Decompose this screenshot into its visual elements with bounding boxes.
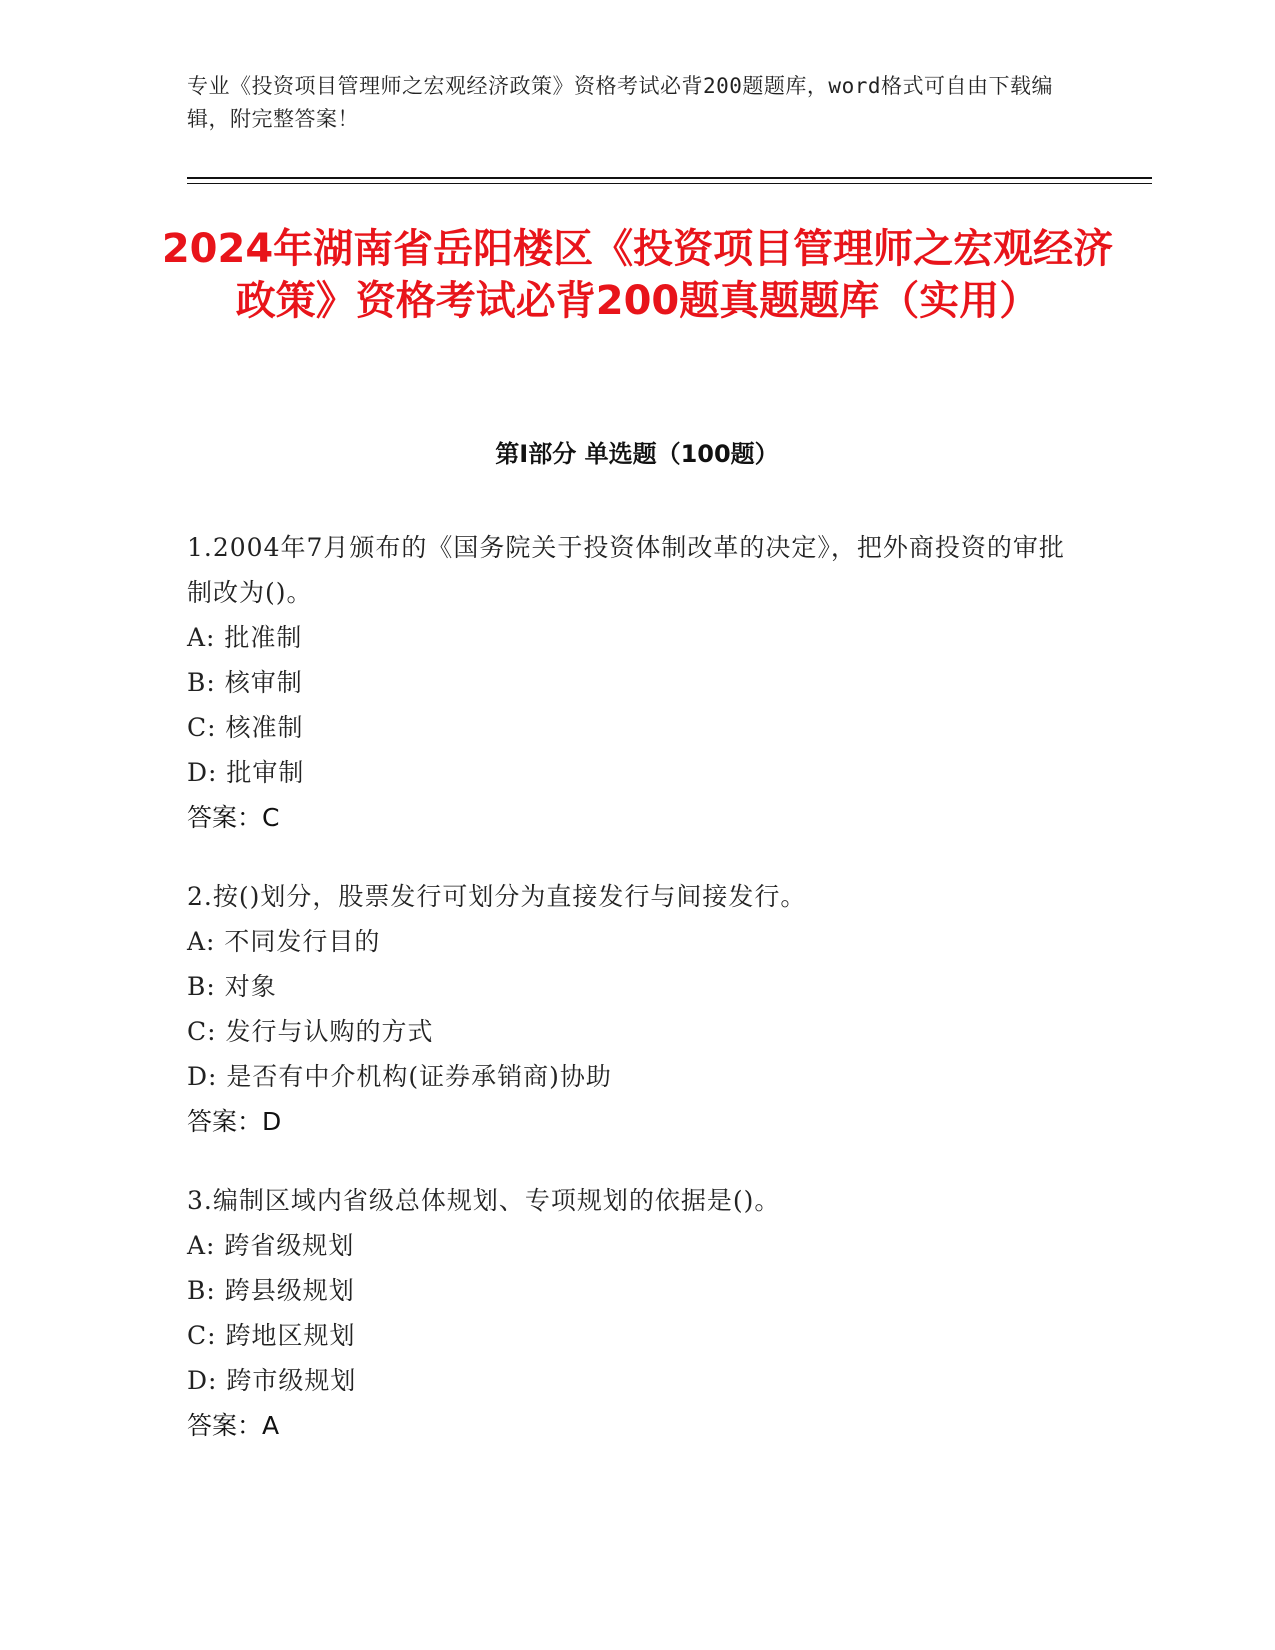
option-a: A: 跨省级规划: [187, 1231, 355, 1260]
question-stem: 1.2004年7月颁布的《国务院关于投资体制改革的决定》，把外商投资的审批制改为()。: [187, 533, 1065, 607]
option-d: D: 跨市级规划: [187, 1366, 357, 1395]
option-b: B: 核审制: [187, 668, 303, 697]
section-heading: 第Ⅰ部分 单选题（100题）: [495, 440, 779, 468]
option-b: B: 对象: [187, 972, 277, 1001]
question-2: [187, 874, 1067, 1144]
option-a: A: 批准制: [187, 623, 303, 652]
header-divider-thin: [187, 183, 1152, 184]
header-note: 专业《投资项目管理师之宏观经济政策》资格考试必背200题题库，word格式可自由下载编辑，附完整答案！: [187, 74, 1053, 131]
option-c: C: 核准制: [187, 713, 304, 742]
option-d: D: 是否有中介机构(证券承销商)协助: [187, 1062, 612, 1091]
answer-line: 答案：D: [187, 1107, 282, 1136]
option-c: C: 跨地区规划: [187, 1321, 356, 1350]
answer-line: 答案：C: [187, 803, 280, 832]
option-c: C: 发行与认购的方式: [187, 1017, 434, 1046]
option-d: D: 批审制: [187, 758, 305, 787]
document-title: 2024年湖南省岳阳楼区《投资项目管理师之宏观经济政策》资格考试必背200题真题题库（实用）: [161, 226, 1114, 324]
answer-line: 答案：A: [187, 1411, 280, 1440]
question-list: [187, 525, 1067, 1482]
header-divider-thick: [187, 177, 1152, 179]
question-3: [187, 1178, 1067, 1448]
option-a: A: 不同发行目的: [187, 927, 381, 956]
question-stem: 3.编制区域内省级总体规划、专项规划的依据是()。: [187, 1186, 781, 1215]
question-1: [187, 525, 1067, 840]
question-stem: 2.按()划分，股票发行可划分为直接发行与间接发行。: [187, 882, 807, 911]
option-b: B: 跨县级规划: [187, 1276, 355, 1305]
